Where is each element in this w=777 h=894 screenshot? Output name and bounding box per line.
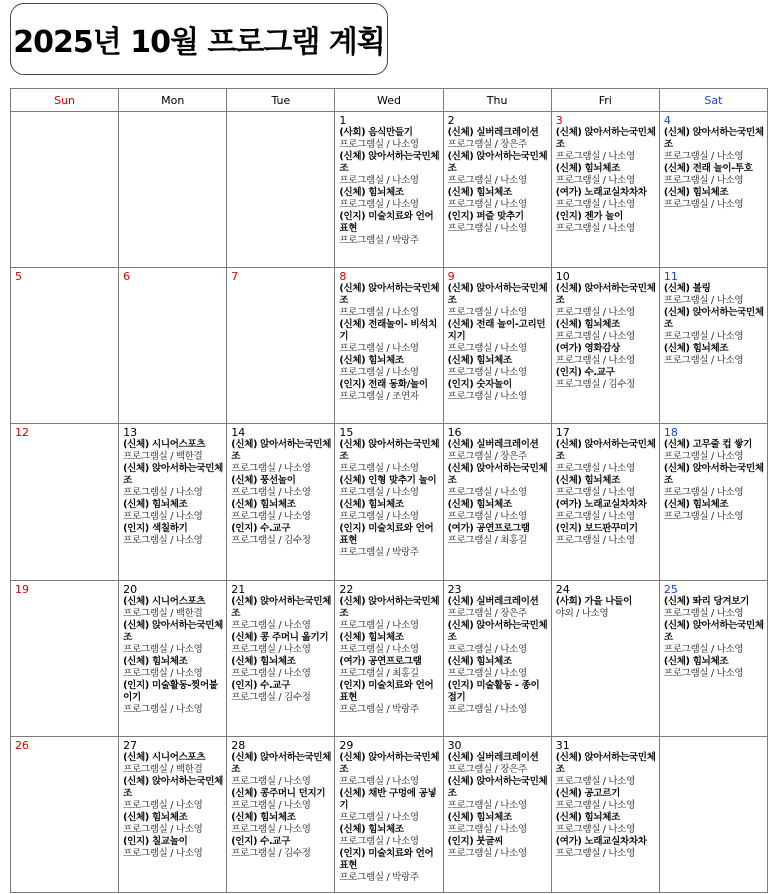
- event-title: (신체) 힘뇌체조: [663, 187, 729, 198]
- event-title: (신체) 앉아서하는국민체조: [555, 127, 656, 150]
- event-location: 프로그램실 / 나소영: [447, 511, 527, 523]
- event-location: 프로그램실 / 박랑주: [339, 703, 419, 715]
- event-location: 프로그램실 / 나소영: [231, 511, 311, 523]
- event-title: (신체) 힘뇌체조: [555, 475, 621, 487]
- event-title: (신체) 앉아서하는국민체조: [123, 463, 224, 487]
- event-location: 프로그램실 / 나소영: [231, 667, 311, 679]
- event-title: (신체) 고무줄 컵 쌓기: [663, 439, 752, 451]
- event-title: (신체) 앉아서하는국민체조: [555, 283, 656, 307]
- event-location: 프로그램실 / 나소영: [339, 643, 419, 655]
- event-location: 프로그램실 / 나소영: [339, 367, 419, 379]
- day-number: 19: [15, 582, 29, 596]
- day-number: 29: [339, 738, 354, 752]
- event-location: 프로그램실 / 박랑주: [339, 547, 419, 559]
- event-title: (신체) 인형 맞추기 놀이: [339, 475, 437, 487]
- day-cell: [227, 112, 335, 268]
- weekday-header: Tue: [227, 89, 335, 112]
- event-title: (인지) 칠교놀이: [123, 835, 188, 847]
- event-title: (신체) 시니어스포츠: [123, 595, 206, 607]
- event-title: (신체) 힘뇌체조: [447, 187, 512, 198]
- event-location: 프로그램실 / 나소영: [447, 823, 527, 835]
- day-number: 8: [339, 270, 347, 284]
- event-location: 프로그램실 / 김수정: [231, 691, 311, 703]
- event-title: (신체) 풍선놀이: [231, 475, 296, 487]
- event-title: (신체) 실버레크레이션: [447, 127, 539, 138]
- day-number: 21: [231, 582, 246, 596]
- day-cell: [443, 580, 551, 736]
- event-location: 프로그램실 / 최홍길: [447, 535, 527, 547]
- event-title: (사회) 가을 나들이: [555, 595, 632, 607]
- event-title: (신체) 힘뇌체조: [231, 811, 296, 823]
- event-location: 프로그램실 / 나소영: [447, 343, 527, 355]
- event-location: 프로그램실 / 나소영: [447, 799, 527, 811]
- day-number: 31: [555, 738, 570, 752]
- event-location: 프로그램실 / 박랑주: [339, 871, 419, 883]
- event-location: 프로그램실 / 나소영: [555, 823, 636, 835]
- day-number: 6: [123, 270, 131, 284]
- calendar-body: [11, 112, 768, 893]
- event-title: (인지) 색칠하기: [123, 523, 188, 535]
- event-location: 프로그램실 / 나소영: [555, 775, 636, 787]
- event-location: 프로그램실 / 장은주: [447, 139, 527, 150]
- event-title: (여가) 노래교실차차차: [555, 835, 647, 847]
- event-title: (사회) 음식만들기: [339, 127, 413, 138]
- day-cell: [443, 268, 551, 424]
- weekday-header-row: [11, 89, 768, 112]
- event-title: (인지) 수.교구: [231, 679, 291, 691]
- event-location: 프로그램실 / 나소영: [555, 511, 636, 523]
- day-cell: [551, 424, 659, 580]
- day-cell: [659, 736, 767, 892]
- day-cell: [227, 736, 335, 892]
- event-title: (신체) 앉아서하는국민체조: [663, 619, 764, 643]
- event-location: 프로그램실 / 나소영: [339, 619, 419, 631]
- event-title: (신체) 앉아서하는국민체조: [447, 619, 548, 643]
- day-cell: [119, 424, 227, 580]
- event-location: 프로그램실 / 나소영: [447, 223, 527, 234]
- event-location: 프로그램실 / 백한결: [123, 451, 203, 463]
- event-location: 프로그램실 / 나소영: [447, 667, 527, 679]
- day-number: 15: [339, 426, 354, 440]
- event-location: 프로그램실 / 장은주: [447, 607, 527, 619]
- day-cell: [335, 424, 443, 580]
- event-location: 프로그램실 / 나소영: [339, 487, 419, 499]
- event-location: 프로그램실 / 나소영: [231, 775, 311, 787]
- day-cell: [335, 268, 443, 424]
- event-location: 프로그램실 / 나소영: [339, 199, 419, 210]
- event-title: (신체) 앉아서하는국민체조: [447, 283, 548, 307]
- event-location: 프로그램실 / 나소영: [231, 487, 311, 499]
- event-location: 프로그램실 / 나소영: [555, 487, 636, 499]
- event-title: (신체) 힘뇌체조: [123, 655, 188, 667]
- event-title: (인지) 젠가 놀이: [555, 211, 624, 222]
- day-cell: [659, 268, 767, 424]
- event-location: 프로그램실 / 나소영: [447, 199, 527, 210]
- day-number: 2: [447, 114, 455, 127]
- event-location: 프로그램실 / 나소영: [663, 151, 744, 162]
- title-box: [10, 3, 388, 75]
- day-cell: [227, 580, 335, 736]
- event-location: 프로그램실 / 나소영: [555, 199, 636, 210]
- event-location: 프로그램실 / 나소영: [663, 175, 744, 186]
- event-title: (신체) 시니어스포츠: [123, 439, 206, 451]
- event-title: (신체) 전래 놀이-고리던지기: [447, 319, 546, 343]
- event-title: (신체) 앉아서하는국민체조: [123, 775, 224, 799]
- day-cell: [659, 112, 767, 268]
- day-cell: [551, 268, 659, 424]
- event-title: (인지) 붓글씨: [447, 835, 504, 847]
- event-location: 프로그램실 / 최홍길: [339, 667, 419, 679]
- day-cell: [551, 112, 659, 268]
- event-location: 프로그램실 / 조연자: [339, 391, 419, 403]
- event-title: (인지) 전래 동화/놀이: [339, 379, 428, 391]
- event-location: 프로그램실 / 나소영: [555, 307, 636, 319]
- event-location: 프로그램실 / 나소영: [663, 355, 744, 367]
- event-title: (신체) 콩주머니 던지기: [231, 787, 326, 799]
- event-title: (신체) 앉아서하는국민체조: [555, 439, 656, 463]
- event-location: 프로그램실 / 나소영: [447, 307, 527, 319]
- day-number: 27: [123, 738, 138, 752]
- day-cell: [11, 424, 119, 580]
- event-title: (신체) 힘뇌체조: [447, 499, 512, 511]
- day-cell: [443, 424, 551, 580]
- event-title: (신체) 앉아서하는국민체조: [231, 595, 332, 619]
- event-title: (신체) 앉아서하는국민체조: [231, 439, 332, 463]
- event-title: (인지) 미술치료와 언어표현: [339, 847, 434, 871]
- event-title: (신체) 힘뇌체조: [663, 343, 729, 355]
- event-title: (신체) 실버레크레이션: [447, 439, 539, 451]
- event-location: 프로그램실 / 나소영: [555, 331, 636, 343]
- day-cell: [119, 736, 227, 892]
- day-number: 11: [663, 270, 678, 284]
- day-number: 9: [447, 270, 455, 284]
- event-location: 프로그램실 / 나소영: [339, 511, 419, 523]
- event-location: 프로그램실 / 나소영: [339, 307, 419, 319]
- day-cell: [659, 580, 767, 736]
- event-location: 프로그램실 / 나소영: [339, 175, 419, 186]
- event-title: (신체) 앉아서하는국민체조: [339, 595, 440, 619]
- event-location: 프로그램실 / 나소영: [555, 847, 636, 859]
- event-location: 프로그램실 / 나소영: [123, 847, 203, 859]
- page-title: 2025년 10월 프로그램 계획: [13, 25, 385, 60]
- event-title: (인지) 미술치료와 언어표현: [339, 679, 434, 703]
- event-location: 프로그램실 / 나소영: [339, 139, 419, 150]
- day-number: 3: [555, 114, 563, 127]
- event-title: (신체) 힘뇌체조: [555, 319, 621, 331]
- event-title: (신체) 힘뇌체조: [663, 655, 729, 667]
- event-location: 프로그램실 / 장은주: [447, 763, 527, 775]
- event-location: 프로그램실 / 나소영: [663, 295, 744, 307]
- event-location: 프로그램실 / 나소영: [663, 451, 744, 463]
- event-title: (여가) 노래교실차차차: [555, 187, 647, 198]
- event-title: (신체) 앉아서하는국민체조: [447, 775, 548, 799]
- week-row: [11, 580, 768, 736]
- event-location: 프로그램실 / 나소영: [663, 487, 744, 499]
- event-title: (신체) 앉아서하는국민체조: [339, 151, 440, 174]
- event-title: (신체) 실버레크레이션: [447, 595, 539, 607]
- event-location: 프로그램실 / 나소영: [663, 607, 744, 619]
- event-title: (인지) 수.교구: [231, 523, 291, 535]
- event-title: (신체) 앉아서하는국민체조: [231, 751, 332, 775]
- day-cell: [335, 580, 443, 736]
- event-location: 프로그램실 / 나소영: [231, 799, 311, 811]
- week-row: [11, 424, 768, 580]
- event-title: (신체) 힘뇌체조: [663, 499, 729, 511]
- weekday-header: Fri: [551, 89, 659, 112]
- event-location: 프로그램실 / 김수정: [555, 379, 636, 391]
- event-location: 프로그램실 / 나소영: [123, 643, 203, 655]
- day-number: 7: [231, 270, 239, 284]
- day-cell: [11, 580, 119, 736]
- event-title: (신체) 힘뇌체조: [339, 499, 404, 511]
- day-number: 28: [231, 738, 246, 752]
- event-location: 프로그램실 / 나소영: [555, 175, 636, 186]
- event-title: (인지) 수.교구: [231, 835, 291, 847]
- event-title: (신체) 앉아서하는국민체조: [339, 751, 440, 775]
- event-location: 프로그램실 / 나소영: [123, 799, 203, 811]
- event-location: 프로그램실 / 나소영: [555, 151, 636, 162]
- event-title: (신체) 힘뇌체조: [447, 811, 512, 823]
- event-title: (신체) 힘뇌체조: [555, 811, 621, 823]
- day-cell: [11, 736, 119, 892]
- day-number: 30: [447, 738, 462, 752]
- event-location: 프로그램실 / 나소영: [123, 535, 203, 547]
- event-title: (신체) 힘뇌체조: [231, 655, 296, 667]
- event-title: (신체) 힘뇌체조: [447, 355, 512, 367]
- event-title: (여가) 노래교실차차차: [555, 499, 647, 511]
- event-title: (신체) 공고르기: [555, 787, 621, 799]
- event-title: (신체) 힘뇌체조: [555, 163, 621, 174]
- event-location: 프로그램실 / 나소영: [339, 463, 419, 475]
- event-title: (신체) 힘뇌체조: [339, 631, 404, 643]
- weekday-header: Sat: [659, 89, 767, 112]
- event-title: (인지) 보드판꾸미기: [555, 523, 638, 535]
- event-location: 프로그램실 / 나소영: [339, 343, 419, 355]
- event-location: 프로그램실 / 나소영: [447, 487, 527, 499]
- event-title: (인지) 미술치료와 언어표현: [339, 211, 434, 234]
- day-number: 5: [15, 270, 22, 284]
- event-location: 프로그램실 / 나소영: [663, 667, 744, 679]
- event-location: 프로그램실 / 나소영: [447, 703, 527, 715]
- event-location: 프로그램실 / 나소영: [555, 223, 636, 234]
- weekday-header: Thu: [443, 89, 551, 112]
- event-location: 프로그램실 / 김수정: [231, 847, 311, 859]
- event-location: 프로그램실 / 나소영: [447, 367, 527, 379]
- event-title: (여가) 공연프로그램: [447, 523, 530, 535]
- weekday-header: Sun: [11, 89, 119, 112]
- event-location: 프로그램실 / 박랑주: [339, 235, 419, 246]
- event-title: (인지) 미술치료와 언어표현: [339, 523, 434, 547]
- day-cell: [227, 268, 335, 424]
- event-title: (신체) 힘뇌체조: [231, 499, 296, 511]
- weekday-header: Mon: [119, 89, 227, 112]
- event-location: 프로그램실 / 백한결: [123, 607, 203, 619]
- event-title: (신체) 실버레크레이션: [447, 751, 539, 763]
- day-number: 18: [663, 426, 678, 440]
- event-location: 프로그램실 / 나소영: [663, 331, 744, 343]
- day-number: 25: [663, 582, 678, 596]
- event-location: 프로그램실 / 나소영: [231, 823, 311, 835]
- event-title: (신체) 시니어스포츠: [123, 751, 206, 763]
- day-cell: [335, 112, 443, 268]
- event-title: (신체) 콩 주머니 옮기기: [231, 631, 329, 643]
- day-cell: [659, 424, 767, 580]
- event-location: 프로그램실 / 나소영: [555, 799, 636, 811]
- event-location: 프로그램실 / 나소영: [123, 511, 203, 523]
- weekday-header: Wed: [335, 89, 443, 112]
- event-title: (신체) 앉아서하는국민체조: [447, 463, 548, 487]
- day-number: 13: [123, 426, 138, 440]
- day-number: 22: [339, 582, 354, 596]
- event-location: 프로그램실 / 장은주: [447, 451, 527, 463]
- day-cell: [11, 268, 119, 424]
- event-location: 프로그램실 / 나소영: [123, 823, 203, 835]
- day-cell: [335, 736, 443, 892]
- day-number: 23: [447, 582, 462, 596]
- event-location: 프로그램실 / 나소영: [447, 643, 527, 655]
- event-title: (신체) 힘뇌체조: [339, 187, 404, 198]
- event-location: 야외 / 나소영: [555, 607, 609, 619]
- day-number: 14: [231, 426, 246, 440]
- event-location: 프로그램실 / 김수정: [231, 535, 311, 547]
- event-location: 프로그램실 / 나소영: [555, 463, 636, 475]
- event-title: (여가) 공연프로그램: [339, 655, 422, 667]
- day-cell: [443, 112, 551, 268]
- event-title: (인지) 수.교구: [555, 367, 615, 379]
- day-cell: [551, 580, 659, 736]
- event-location: 프로그램실 / 나소영: [447, 847, 527, 859]
- event-title: (신체) 앉아서하는국민체조: [339, 283, 440, 307]
- day-number: 24: [555, 582, 570, 596]
- event-title: (인지) 미술활동-찢어붙이기: [123, 679, 218, 703]
- event-location: 프로그램실 / 백한결: [123, 763, 203, 775]
- day-number: 17: [555, 426, 570, 440]
- event-location: 프로그램실 / 나소영: [447, 391, 527, 403]
- week-row: [11, 112, 768, 268]
- event-title: (여가) 영화감상: [555, 343, 621, 355]
- event-location: 프로그램실 / 나소영: [555, 535, 636, 547]
- event-location: 프로그램실 / 나소영: [663, 511, 744, 523]
- event-location: 프로그램실 / 나소영: [123, 487, 203, 499]
- event-title: (신체) 채반 구멍에 공넣기: [339, 787, 437, 811]
- event-title: (신체) 앉아서하는국민체조: [663, 463, 764, 487]
- event-title: (신체) 앉아서하는국민체조: [663, 127, 764, 150]
- week-row: [11, 736, 768, 892]
- day-cell: [443, 736, 551, 892]
- day-number: 20: [123, 582, 138, 596]
- day-cell: [119, 268, 227, 424]
- event-title: (신체) 힘뇌체조: [339, 355, 404, 367]
- event-title: (신체) 전래 놀이-투호: [663, 163, 753, 174]
- event-title: (신체) 앉아서하는국민체조: [663, 307, 764, 331]
- event-location: 프로그램실 / 나소영: [555, 355, 636, 367]
- event-location: 프로그램실 / 나소영: [663, 643, 744, 655]
- event-title: (신체) 힘뇌체조: [339, 823, 404, 835]
- week-row: [11, 268, 768, 424]
- event-title: (인지) 퍼즐 맞추기: [447, 211, 524, 222]
- day-cell: [227, 424, 335, 580]
- event-title: (인지) 미술활동 - 종이접기: [447, 679, 540, 703]
- event-title: (신체) 앉아서하는국민체조: [447, 151, 548, 174]
- day-cell: [119, 580, 227, 736]
- day-cell: [551, 736, 659, 892]
- event-location: 프로그램실 / 나소영: [231, 643, 311, 655]
- day-number: 16: [447, 426, 462, 440]
- event-location: 프로그램실 / 나소영: [339, 835, 419, 847]
- event-location: 프로그램실 / 나소영: [123, 703, 203, 715]
- event-title: (신체) 볼링: [663, 283, 711, 295]
- event-location: 프로그램실 / 나소영: [339, 775, 419, 787]
- event-title: (신체) 힘뇌체조: [123, 811, 188, 823]
- event-title: (신체) 앉아서하는국민체조: [123, 619, 224, 643]
- event-location: 프로그램실 / 나소영: [447, 175, 527, 186]
- event-location: 프로그램실 / 나소영: [231, 619, 311, 631]
- event-title: (신체) 앉아서하는국민체조: [339, 439, 440, 463]
- event-location: 프로그램실 / 나소영: [231, 463, 311, 475]
- event-title: (신체) 힘뇌체조: [123, 499, 188, 511]
- event-location: 프로그램실 / 나소영: [663, 199, 744, 210]
- day-number: 1: [339, 114, 347, 127]
- event-title: (신체) 전래놀이- 비석치기: [339, 319, 438, 343]
- event-title: (신체) 앉아서하는국민체조: [555, 751, 656, 775]
- event-title: (인지) 숫자놀이: [447, 379, 512, 391]
- event-location: 프로그램실 / 나소영: [123, 667, 203, 679]
- day-number: 10: [555, 270, 570, 284]
- calendar-table: [10, 88, 768, 893]
- event-title: (신체) 힘뇌체조: [447, 655, 512, 667]
- event-location: 프로그램실 / 나소영: [339, 811, 419, 823]
- day-number: 4: [663, 114, 671, 127]
- event-title: (신체) 똬리 당겨보기: [663, 595, 749, 607]
- day-cell: [119, 112, 227, 268]
- day-number: 12: [15, 426, 29, 440]
- day-number: 26: [15, 738, 29, 752]
- day-cell: [11, 112, 119, 268]
